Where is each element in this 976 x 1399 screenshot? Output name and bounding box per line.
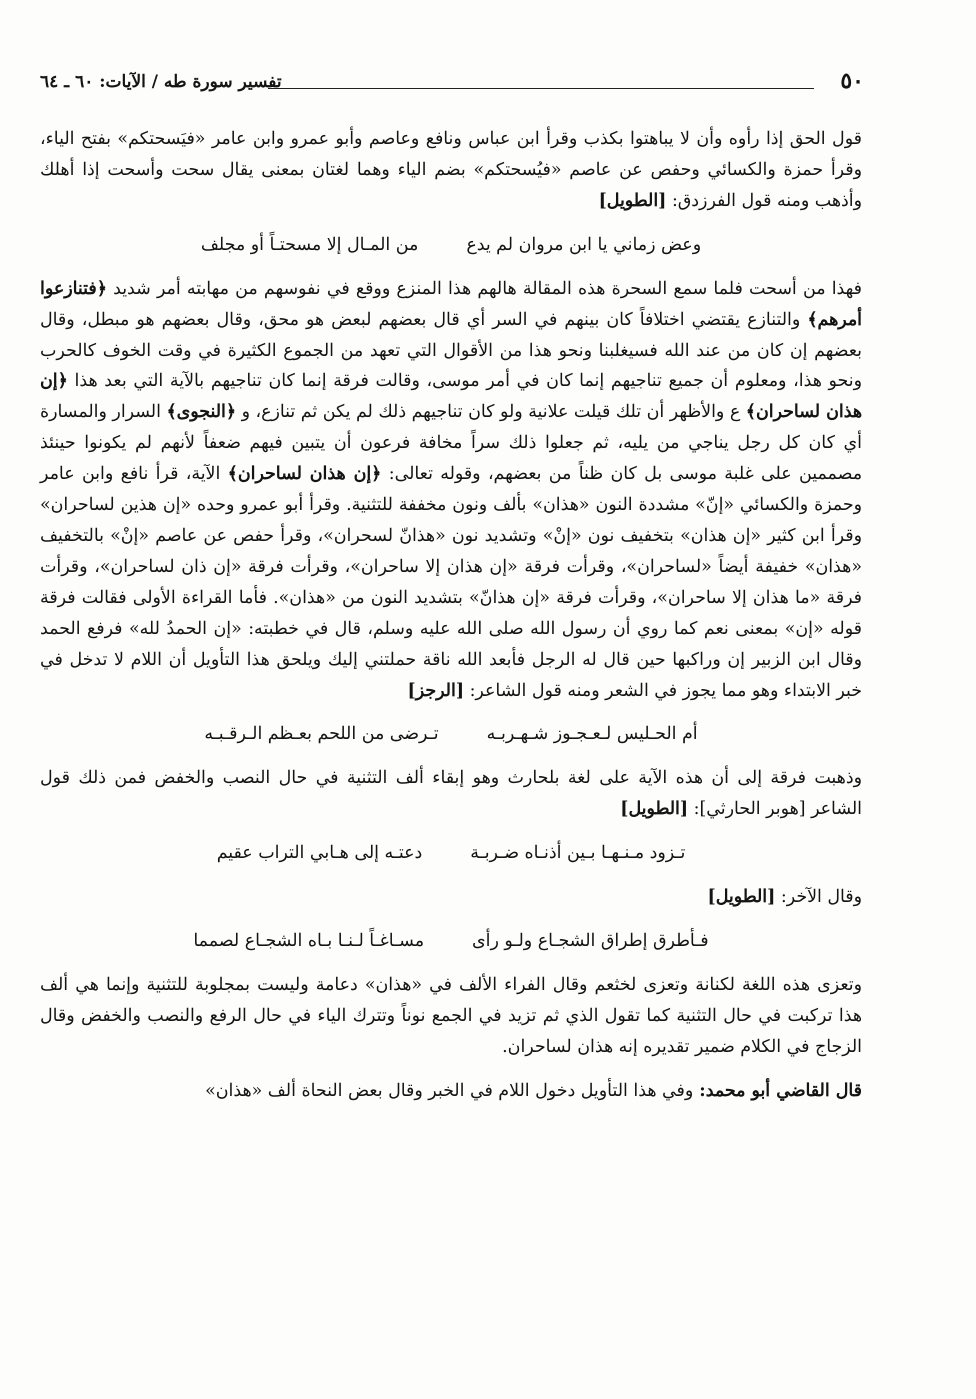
meter-label: [الطويل] — [598, 190, 667, 211]
paragraph-text: وفي هذا التأويل دخول اللام في الخبر وقال بعض النحاة ألف «هذان» — [205, 1080, 694, 1101]
quran-quote: ﴿إن هذان لساحران﴾ — [227, 464, 382, 485]
poetry-verse — [40, 926, 862, 956]
paragraph-text: فهذا من أسحت فلما سمع السحرة هذه المقالة هالهم هذا المنزع ووقع في نفوسهم من مهابته أمر شديد — [106, 278, 862, 299]
verse-second-hemistich: دعتـه إلى هـابي التراب عقيم — [216, 843, 423, 864]
paragraph — [40, 763, 862, 825]
paragraph-text: وتعزى هذه اللغة لكنانة وتعزى لخثعم وقال الفراء الألف في «هذان» دعامة وليست بمجلوبة للتثنية وإنما هي ألف هذا تركبت في حال التثنية كما تقول الذي ثم تزيد في الجمع نوناً وتترك الياء في حال الرفع والنصب والخفض وقال الزجاج في الكلام ضمير تقديره إنه هذان لساحران. — [40, 975, 862, 1057]
paragraph — [40, 970, 862, 1063]
running-title: تفسير سورة طه / الآيات: ٦٠ ـ ٦٤ — [40, 72, 282, 92]
verse-first-hemistich: تـزود مـنـهـا بـين أذنـاه ضـربـة — [470, 843, 686, 864]
quran-quote: ﴿فتنازعوا أمرهم﴾ — [40, 278, 862, 330]
paragraph-text: ع والأظهر أن تلك قيلت علانية ولو كان تناجيهم ذلك لم يكن ثم تنازع، و — [236, 402, 746, 423]
verse-first-hemistich: أم الحـليس لـعـجـوز شـهـربـه — [486, 724, 698, 745]
body-text — [40, 124, 862, 1120]
meter-label: [الرجز] — [407, 680, 465, 701]
poetry-verse — [40, 838, 862, 868]
quran-quote: ﴿النجوى﴾ — [166, 402, 237, 423]
verse-second-hemistich: من المـال إلا مسحتـاً أو مجلف — [200, 234, 419, 255]
header-rule — [268, 88, 814, 89]
paragraph-text: قول الحق إذا رأوه وأن لا يباهتوا بكذب وقرأ ابن عباس ونافع وعاصم وأبو عمرو وابن عامر «فيَسحتكم» بفتح الياء، وقرأ حمزة والكسائي وحفص عن عاصم «فيُسحتكم» بضم الياء وهما لغتان بمعنى يقال سحت وأسحت إذا أهلك وأذهب ومنه قول الفرزدق: — [40, 129, 862, 211]
author-comment-label: قال القاضي أبو محمد: — [693, 1080, 862, 1101]
paragraph-text: وقال الآخر: — [775, 887, 862, 908]
meter-label: [الطويل] — [707, 887, 776, 908]
poetry-verse — [40, 230, 862, 260]
paragraph-text: السرار والمسارة أي كان كل رجل يناجي من يليه، ثم جعلوا ذلك سراً مخافة فرعون أن يتبين فيهم ضعفاً لأنهم لم يكونوا حينئذ مصممين على غلبة موسى بل كان ظناً من بعضهم، وقوله تعالى: — [40, 402, 863, 485]
quran-quote: ﴿إن هذان لساحران﴾ — [40, 371, 862, 423]
paragraph — [40, 882, 862, 913]
verse-first-hemistich: وعض زماني يا ابن مروان لم يدع — [466, 234, 702, 255]
page-header — [40, 66, 862, 102]
paragraph — [40, 274, 862, 707]
paragraph — [40, 124, 862, 217]
verse-second-hemistich: مسـاغـاً لـنـا بـاه الشجـاع لصمما — [193, 931, 425, 952]
verse-first-hemistich: فـأطرق إطراق الشجـاع ولـو رأى — [472, 931, 709, 952]
paragraph-text: وذهبت فرقة إلى أن هذه الآية على لغة بلحارث وهو إبقاء ألف التثنية في حال النصب والخفض فمن ذلك قول الشاعر [هوبر الحارثي]: — [40, 768, 862, 820]
paragraph-text: والتنازع يقتضي اختلافاً كان بينهم في السر أي قال بعضهم لبعض هو محق، وقال بعضهم هو مبطل، وقال بعضهم إن كان من عند الله فسيغلبنا ونحو هذا من الأقوال التي تعهد من الجموع الكثيرة في وقت الخوف كالحرب ونحو هذا، ومعلوم أن جميع تناجيهم إنما كان في أمر موسى، وقالت فرقة إنما كان تناجيهم بالآية التي بعد هذا — [40, 309, 862, 392]
paragraph-text: الآية، قرأ نافع وابن عامر وحمزة والكسائي «إنّ» مشددة النون «هذان» بألف ونون مخففة للتثنية. وقرأ أبو عمرو وحده «إن هذين لساحران» وقرأ ابن كثير «إن هذان» بتخفيف نون «إنْ» وتشديد نون «هذانّ لسحران»، وقرأ حفص عن عاصم «إنْ» بالتخفيف «هذان» خفيفة أيضاً «لساحران»، وقرأت فرقة «إن هذان إلا ساحران»، وقرأت فرقة «إن ذان لساحران»، وقرأت فرقة «ما هذان إلا ساحران»، وقرأت فرقة «إن هذانّ» بتشديد النون من «هذان». فأما القراءة الأولى فقالت فرقة قوله «إن» بمعنى نعم كما روي أن رسول الله صلى الله عليه وسلم، قال في خطبته: «إن الحمدُ لله» فرفع الحمد وقال ابن الزبير إن وراكبها حين قال له الرجل فأبعد الله ناقة حملتني إليك ويلحق هذا التأويل أن اللام لا تدخل في خبر الابتداء وهو مما يجوز في الشعر ومنه قول الشاعر: — [40, 464, 862, 701]
poetry-verse — [40, 719, 862, 749]
meter-label: [الطويل] — [620, 799, 689, 820]
paragraph — [40, 1076, 862, 1107]
verse-second-hemistich: تـرضى من اللحم بعـظم الـرقـبـه — [204, 724, 439, 745]
page-number: ٥٠ — [840, 68, 864, 94]
